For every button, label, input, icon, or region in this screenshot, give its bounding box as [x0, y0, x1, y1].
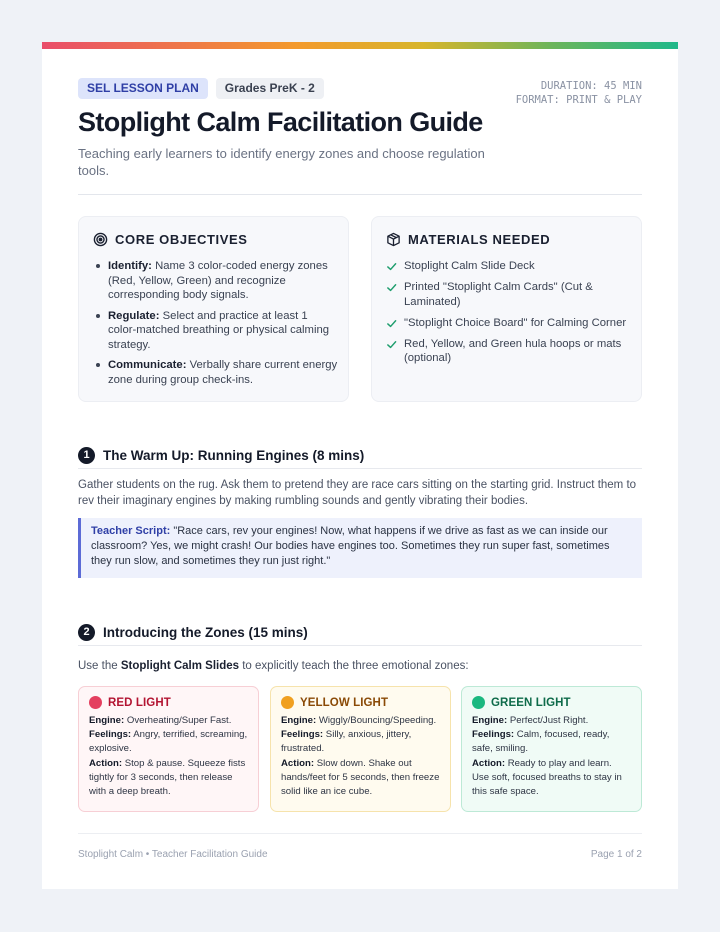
zone-heading [281, 696, 440, 709]
zone-feelings [89, 728, 248, 756]
zone-engine [472, 714, 631, 728]
list-item [108, 358, 338, 387]
list-item [386, 280, 631, 309]
list-item [386, 316, 631, 331]
target-icon [93, 232, 108, 247]
gradient-top-bar [42, 42, 678, 49]
teacher-script-text: "Race cars, rev your engines! Now, what happens if we drive as fast as we can inside our classroom? Yes, we might crash! Our bodies have engines too. Sometimes they run super fast, sometimes they run slow, and sometimes they run just right." [91, 525, 610, 567]
section-divider [78, 645, 642, 646]
section-warm-up-heading [78, 447, 364, 464]
intro-text: to explicitly teach the three emotional zones: [239, 660, 469, 672]
materials-title: MATERIALS NEEDED [408, 232, 551, 247]
action-label: Action: [472, 757, 506, 769]
action-text: Slow down. Shake out hands/feet for 5 seconds, then freeze solid like an ice cube. [281, 757, 440, 798]
feelings-label: Feelings: [89, 729, 132, 741]
intro-text: Use the [78, 660, 121, 672]
core-objectives-card [78, 216, 349, 402]
objective-text: Verbally share current energy zone during group check-ins. [108, 359, 338, 386]
zone-action [281, 757, 440, 800]
materials-card [371, 216, 642, 402]
zone-body [472, 714, 631, 799]
core-objectives-heading [93, 232, 248, 247]
feelings-text: Silly, anxious, jittery, frustrated. [281, 729, 412, 755]
intro-bold-text: Stoplight Calm Slides [120, 660, 240, 672]
section-number: 2 [78, 624, 95, 641]
materials-list [386, 259, 631, 372]
page-title: Stoplight Calm Facilitation Guide [78, 107, 483, 137]
footer-title: Stoplight Calm • Teacher Facilitation Guide [78, 849, 268, 860]
checkmark-icon [386, 318, 397, 329]
objective-text: Select and practice at least 1 color-matched breathing or physical calming strategy. [108, 309, 330, 351]
warm-up-paragraph: Gather students on the rug. Ask them to pretend they are race cars sitting on the starting grid. Instruct them to rev their imaginary engines by making rumbling sounds and gently vibrating their bodies. [78, 479, 637, 507]
section-title: The Warm Up: Running Engines (8 mins) [103, 448, 365, 463]
yellow-light-card [270, 686, 451, 812]
zone-action [89, 757, 248, 800]
green-light-card [461, 686, 642, 812]
teacher-script-callout [78, 518, 642, 578]
zone-action [472, 757, 631, 800]
green-dot-icon [472, 696, 485, 709]
duration-text: DURATION: 45 MIN [540, 80, 642, 92]
section-divider [78, 468, 642, 469]
engine-label: Engine: [472, 715, 508, 726]
list-item [386, 337, 631, 366]
zone-name: RED LIGHT [108, 696, 171, 709]
zones-intro-paragraph [78, 658, 642, 674]
material-text: Stoplight Calm Slide Deck [404, 260, 535, 272]
zone-body [281, 714, 440, 799]
lesson-plan-tag: SEL LESSON PLAN [78, 78, 208, 99]
zone-feelings [472, 728, 631, 756]
list-item [386, 259, 631, 274]
zone-feelings [281, 728, 440, 756]
action-label: Action: [89, 757, 123, 769]
engine-label: Engine: [89, 715, 125, 726]
checkmark-icon [386, 339, 397, 350]
zone-heading [89, 696, 248, 709]
list-item [108, 309, 338, 353]
page-number: Page 1 of 2 [590, 849, 642, 860]
document-page [42, 42, 678, 889]
action-text: Ready to play and learn. Use soft, focused breaths to stay in this safe space. [472, 757, 622, 798]
box-icon [386, 232, 401, 247]
red-dot-icon [89, 696, 102, 709]
objectives-list [108, 259, 338, 393]
engine-text: Wiggly/Bouncing/Speeding. [316, 715, 437, 726]
footer-divider [78, 833, 642, 834]
grade-tag: Grades PreK - 2 [216, 78, 324, 99]
material-text: Printed "Stoplight Calm Cards" (Cut & Laminated) [404, 281, 593, 308]
list-item [108, 259, 338, 303]
engine-label: Engine: [281, 715, 317, 726]
zone-name: GREEN LIGHT [491, 696, 571, 709]
feelings-label: Feelings: [281, 729, 324, 741]
objective-label: Identify: [108, 260, 152, 272]
checkmark-icon [386, 282, 397, 293]
zone-name: YELLOW LIGHT [300, 696, 389, 709]
zone-body [89, 714, 248, 799]
objective-label: Regulate: [108, 309, 160, 322]
objective-label: Communicate: [108, 359, 187, 371]
tag-row [78, 78, 324, 99]
feelings-text: Angry, terrified, screaming, explosive. [89, 729, 248, 755]
checkmark-icon [386, 261, 397, 272]
yellow-dot-icon [281, 696, 294, 709]
section-zones-heading [78, 624, 308, 641]
feelings-text: Calm, focused, ready, safe, smiling. [472, 729, 610, 755]
header-divider [78, 194, 642, 195]
teacher-script-label: Teacher Script: [91, 525, 171, 537]
engine-text: Perfect/Just Right. [507, 715, 589, 726]
materials-heading [386, 232, 550, 247]
zone-engine [89, 714, 248, 728]
section-number: 1 [78, 447, 95, 464]
page-subtitle: Teaching early learners to identify energy zones and choose regulation tools. [78, 146, 485, 178]
section-title: Introducing the Zones (15 mins) [103, 625, 308, 640]
engine-text: Overheating/Super Fast. [124, 715, 232, 726]
core-objectives-title: CORE OBJECTIVES [115, 232, 248, 247]
material-text: "Stoplight Choice Board" for Calming Corner [404, 316, 627, 329]
zone-engine [281, 714, 440, 728]
action-text: Stop & pause. Squeeze fists tightly for 3 seconds, then release with a deep breath. [89, 757, 246, 798]
zone-heading [472, 696, 631, 709]
material-text: Red, Yellow, and Green hula hoops or mats (optional) [404, 337, 622, 364]
objective-text: Name 3 color-coded energy zones (Red, Yellow, Green) and recognize corresponding body signals. [108, 260, 328, 301]
action-label: Action: [281, 757, 315, 769]
red-light-card [78, 686, 259, 812]
lesson-meta [512, 79, 642, 107]
format-text: FORMAT: PRINT & PLAY [515, 94, 642, 106]
feelings-label: Feelings: [472, 729, 515, 741]
